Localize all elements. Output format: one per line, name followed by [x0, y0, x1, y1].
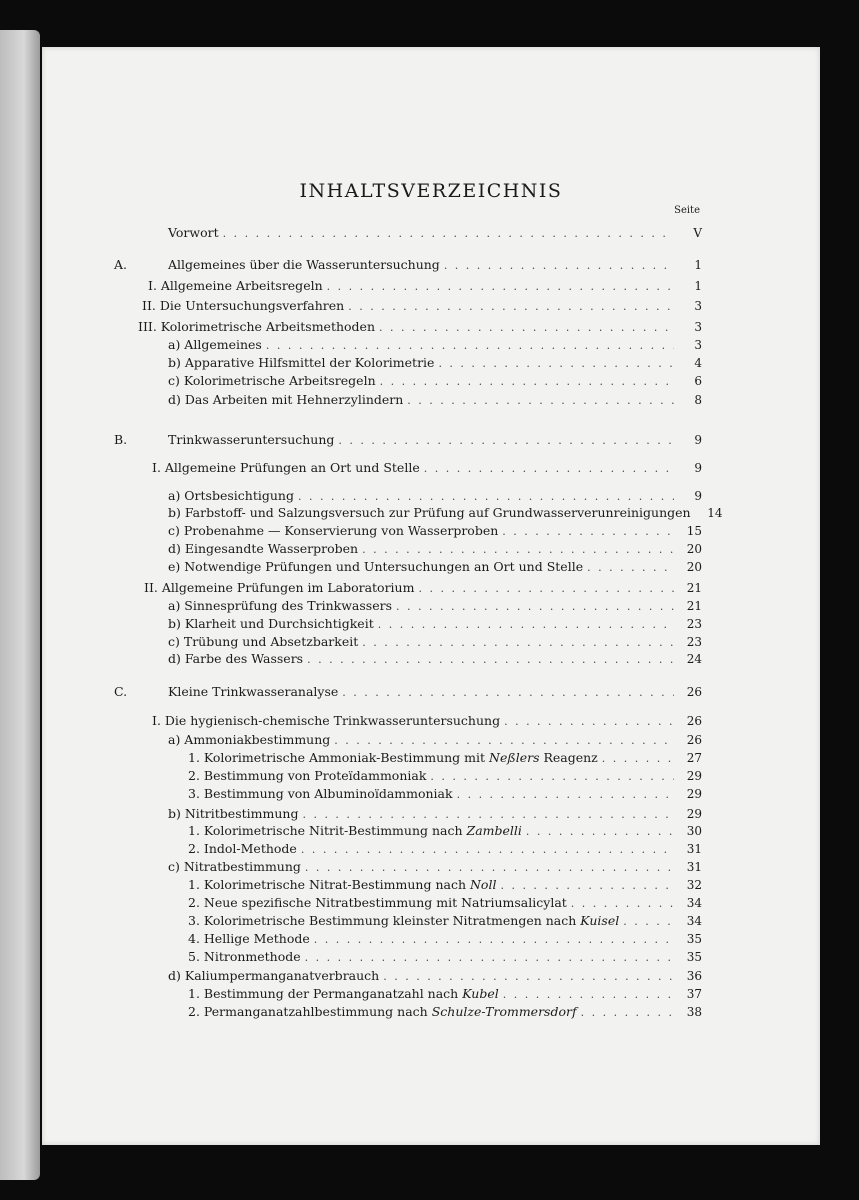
toc-entry: [168, 257, 702, 274]
toc-page-number: 9: [694, 461, 702, 475]
toc-entry-author: Kubel: [462, 986, 499, 1001]
toc-entry: [168, 432, 702, 449]
toc-page-number: 4: [694, 356, 702, 370]
toc-entry-author: Neßlers: [489, 750, 540, 765]
dot-leader: [362, 636, 674, 649]
toc-entry: [168, 598, 702, 615]
toc-entry: [168, 806, 702, 823]
dot-leader: [362, 543, 674, 556]
dot-leader: [302, 808, 674, 821]
toc-entry-author: Zambelli: [466, 823, 522, 838]
toc-entry-label-suffix: Reagenz: [539, 750, 598, 765]
toc-page-number: 23: [686, 617, 702, 631]
toc-page-number: 27: [686, 751, 702, 765]
toc-entry: [168, 651, 702, 668]
toc-entry-label: III. Kolorimetrische Arbeitsmethoden: [138, 319, 376, 334]
toc-page-number: 15: [686, 524, 702, 538]
toc-page-number: 37: [686, 987, 702, 1001]
toc-entry-label: d) Farbe des Wassers: [168, 651, 304, 666]
dot-leader: [623, 915, 674, 928]
toc-entry: [188, 913, 702, 930]
toc-entry-label: I. Allgemeine Arbeitsregeln: [148, 278, 323, 293]
toc-entry-label: Vorwort: [168, 225, 219, 240]
toc-entry-label: 2. Bestimmung von Proteïdammoniak: [188, 768, 427, 783]
book-page: [42, 47, 820, 1145]
dot-leader: [503, 988, 674, 1001]
page-title: INHALTSVERZEICHNIS: [299, 180, 563, 202]
dot-leader: [457, 788, 674, 801]
toc-entry: [142, 298, 702, 315]
toc-page-number: 38: [686, 1005, 702, 1019]
toc-entry-label: I. Die hygienisch-chemische Trinkwasseruntersuchung: [152, 713, 501, 728]
dot-leader: [587, 561, 674, 574]
toc-page-number: 3: [694, 299, 702, 313]
toc-page-number: 29: [686, 769, 702, 783]
toc-page-number: 26: [686, 714, 702, 728]
toc-entry: [168, 225, 702, 242]
dot-leader: [223, 227, 674, 240]
toc-entry-label: c) Kolorimetrische Arbeitsregeln: [168, 373, 376, 388]
toc-entry-label: 3. Kolorimetrische Bestimmung kleinster Nitratmengen nach Kuisel: [188, 913, 620, 928]
toc-entry: [144, 580, 702, 597]
toc-page-number: 3: [694, 338, 702, 352]
toc-page-number: 29: [686, 807, 702, 821]
toc-entry: [188, 1004, 702, 1021]
toc-entry-label: c) Nitratbestimmung: [168, 859, 301, 874]
toc-entry-label: 2. Permanganatzahlbestimmung nach Schulze-Trommersdorf: [188, 1004, 577, 1019]
facing-page-edge: [0, 30, 40, 1180]
dot-leader: [378, 618, 674, 631]
toc-entry-author: Kuisel: [580, 913, 620, 928]
toc-page-number: 32: [686, 878, 702, 892]
toc-page-number: 31: [686, 842, 702, 856]
toc-page-number: 6: [694, 374, 702, 388]
dot-leader: [602, 752, 674, 765]
toc-entry-label: Allgemeines über die Wasseruntersuchung: [168, 257, 440, 272]
page-column-label: Seite: [674, 205, 700, 216]
toc-page-number: 35: [686, 932, 702, 946]
toc-page-number: 9: [694, 489, 702, 503]
dot-leader: [418, 582, 674, 595]
toc-entry: [168, 392, 702, 409]
dot-leader: [571, 897, 674, 910]
toc-entry-label: c) Probenahme — Konservierung von Wasserproben: [168, 523, 499, 538]
toc-page-number: 34: [686, 896, 702, 910]
toc-page-number: 8: [694, 393, 702, 407]
toc-entry-label: II. Allgemeine Prüfungen im Laboratorium: [144, 580, 415, 595]
toc-entry-label: c) Trübung und Absetzbarkeit: [168, 634, 359, 649]
toc-entry: [168, 634, 702, 651]
toc-entry: [168, 488, 702, 505]
dot-leader: [327, 280, 674, 293]
toc-entry-label: 3. Bestimmung von Albuminoïdammoniak: [188, 786, 453, 801]
toc-page-number: 1: [694, 258, 702, 272]
toc-entry: [168, 523, 702, 540]
dot-leader: [305, 861, 674, 874]
toc-entry-author: Noll: [469, 877, 497, 892]
toc-page-number: 9: [694, 433, 702, 447]
toc-entry: [168, 505, 723, 522]
dot-leader: [444, 259, 674, 272]
toc-entry-label: I. Allgemeine Prüfungen an Ort und Stelle: [152, 460, 420, 475]
toc-entry: [168, 968, 702, 985]
toc-entry: [168, 732, 702, 749]
toc-entry-label: 1. Kolorimetrische Nitrit-Bestimmung nach Zambelli: [188, 823, 522, 838]
toc-entry-label: b) Farbstoff- und Salzungsversuch zur Prüfung auf Grundwasserverunreinigungen: [168, 505, 691, 520]
toc-page-number: 20: [686, 560, 702, 574]
section-letter-c: C.: [114, 684, 128, 699]
toc-entry-label: Kleine Trinkwasseranalyse: [168, 684, 339, 699]
toc-entry-label: 2. Indol-Methode: [188, 841, 297, 856]
toc-entry: [138, 319, 702, 336]
toc-entry-label: 1. Bestimmung der Permanganatzahl nach Kubel: [188, 986, 499, 1001]
toc-page-number: 14: [707, 506, 723, 520]
toc-entry-label: b) Klarheit und Durchsichtigkeit: [168, 616, 374, 631]
toc-entry-label: 2. Neue spezifische Nitratbestimmung mit Natriumsalicylat: [188, 895, 567, 910]
toc-entry: [168, 559, 702, 576]
dot-leader: [298, 490, 674, 503]
dot-leader: [342, 686, 674, 699]
dot-leader: [424, 462, 674, 475]
toc-entry-label: a) Allgemeines: [168, 337, 262, 352]
toc-page-number: 36: [686, 969, 702, 983]
dot-leader: [334, 734, 674, 747]
toc-entry: [168, 859, 702, 876]
toc-entry: [152, 460, 702, 477]
table-of-contents: [42, 47, 820, 1145]
toc-entry: [188, 841, 702, 858]
dot-leader: [380, 375, 674, 388]
dot-leader: [502, 525, 674, 538]
dot-leader: [396, 600, 674, 613]
dot-leader: [504, 715, 674, 728]
dot-leader: [305, 951, 674, 964]
toc-entry: [168, 337, 702, 354]
dot-leader: [379, 321, 674, 334]
toc-entry: [188, 750, 702, 767]
dot-leader: [526, 825, 674, 838]
dot-leader: [301, 843, 674, 856]
toc-entry: [168, 684, 702, 701]
section-letter-a: A.: [114, 257, 128, 272]
toc-entry-label: 5. Nitronmethode: [188, 949, 301, 964]
dot-leader: [430, 770, 674, 783]
section-letter-b: B.: [114, 432, 128, 447]
toc-entry-label: 1. Kolorimetrische Ammoniak-Bestimmung mit Neßlers Reagenz: [188, 750, 598, 765]
toc-entry: [168, 373, 702, 390]
toc-page-number: 23: [686, 635, 702, 649]
toc-page-number: V: [693, 226, 702, 240]
toc-entry: [168, 541, 702, 558]
toc-entry-label: b) Nitritbestimmung: [168, 806, 299, 821]
dot-leader: [338, 434, 674, 447]
dot-leader: [500, 879, 674, 892]
dot-leader: [307, 653, 674, 666]
toc-page-number: 1: [694, 279, 702, 293]
toc-page-number: 26: [686, 733, 702, 747]
toc-page-number: 20: [686, 542, 702, 556]
toc-entry-author: Schulze-Trommersdorf: [431, 1004, 577, 1019]
toc-entry-label: e) Notwendige Prüfungen und Untersuchungen an Ort und Stelle: [168, 559, 584, 574]
toc-entry-label: d) Das Arbeiten mit Hehnerzylindern: [168, 392, 404, 407]
toc-page-number: 3: [694, 320, 702, 334]
dot-leader: [314, 933, 674, 946]
toc-page-number: 30: [686, 824, 702, 838]
toc-entry: [188, 986, 702, 1003]
dot-leader: [581, 1006, 674, 1019]
toc-entry-label: Trinkwasseruntersuchung: [168, 432, 335, 447]
toc-entry: [168, 355, 702, 372]
dot-leader: [383, 970, 674, 983]
toc-page-number: 34: [686, 914, 702, 928]
toc-page-number: 21: [686, 581, 702, 595]
toc-entry: [188, 931, 702, 948]
toc-entry-label: II. Die Untersuchungsverfahren: [142, 298, 345, 313]
toc-page-number: 26: [686, 685, 702, 699]
dot-leader: [266, 339, 674, 352]
toc-page-number: 29: [686, 787, 702, 801]
dot-leader: [348, 300, 674, 313]
toc-entry: [188, 877, 702, 894]
toc-entry-label: a) Ammoniakbestimmung: [168, 732, 331, 747]
toc-entry: [188, 786, 702, 803]
dot-leader: [438, 357, 674, 370]
toc-entry-label: a) Ortsbesichtigung: [168, 488, 294, 503]
dot-leader: [407, 394, 674, 407]
toc-entry: [148, 278, 702, 295]
toc-entry-label: d) Eingesandte Wasserproben: [168, 541, 359, 556]
toc-entry: [188, 823, 702, 840]
toc-page-number: 21: [686, 599, 702, 613]
toc-entry-label: a) Sinnesprüfung des Trinkwassers: [168, 598, 392, 613]
toc-entry-label: 4. Hellige Methode: [188, 931, 310, 946]
toc-page-number: 24: [686, 652, 702, 666]
toc-entry: [188, 949, 702, 966]
toc-page-number: 31: [686, 860, 702, 874]
toc-entry-label: b) Apparative Hilfsmittel der Kolorimetrie: [168, 355, 435, 370]
toc-entry: [188, 895, 702, 912]
toc-entry: [188, 768, 702, 785]
toc-page-number: 35: [686, 950, 702, 964]
toc-entry-label: d) Kaliumpermanganatverbrauch: [168, 968, 380, 983]
toc-entry: [152, 713, 702, 730]
toc-entry-label: 1. Kolorimetrische Nitrat-Bestimmung nach Noll: [188, 877, 497, 892]
toc-entry: [168, 616, 702, 633]
